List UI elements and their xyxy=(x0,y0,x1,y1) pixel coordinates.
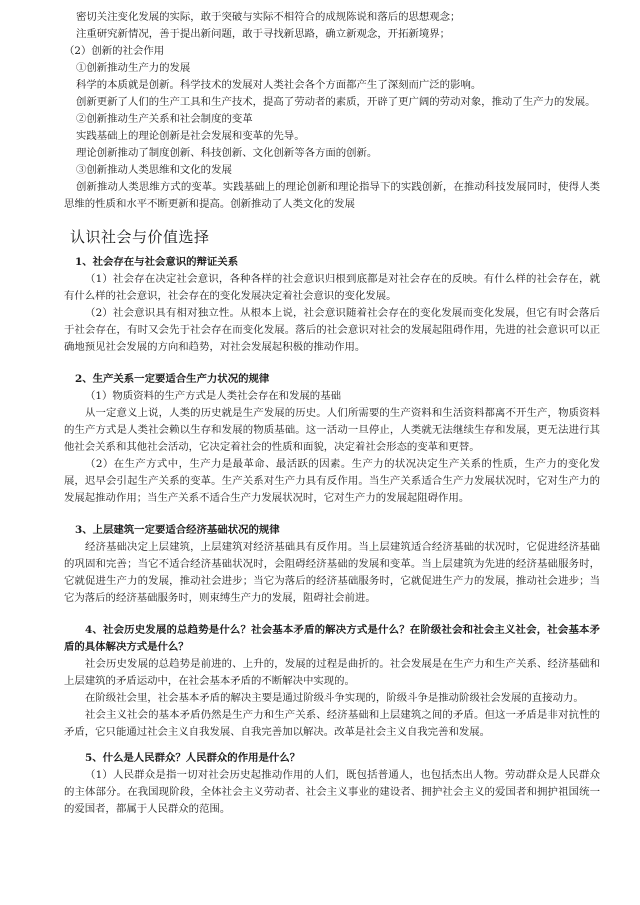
text-line: ①创新推动生产力的发展 xyxy=(76,62,191,74)
paragraph: 从一定意义上说，人类的历史就是生产发展的历史。人们所需要的生产资料和生活资料都离不开生产，物质资料的生产方式是人类社会赖以生存和发展的物质基础。这一活动一旦停止，人类就无法继续生存和发展，更无法进行其他社会关系和其他社会活动，它决定着社会的性质和面貌，决定着社会形态的变革和更替。 xyxy=(64,407,600,453)
subheading-line: （2）创新的社会作用 xyxy=(64,45,165,57)
text-line: 理论创新推动了制度创新、科技创新、文化创新等各方面的创新。 xyxy=(76,147,378,159)
text-line: 密切关注变化发展的实际，敢于突破与实际不相符合的成规陈说和落后的思想观念； xyxy=(76,11,461,23)
question-heading: 2、生产关系一定要适合生产力状况的规律 xyxy=(75,373,270,385)
spacer xyxy=(64,356,600,371)
question-5 xyxy=(64,750,600,818)
innovation-section xyxy=(64,9,600,213)
paragraph: （2）在生产方式中，生产力是最革命、最活跃的因素。生产力的状况决定生产关系的性质，生产力的变化发展，迟早会引起生产关系的变革。生产关系对生产力具有反作用。当生产关系适合生产力发展状况时，它对生产力的发展起推动作用；当生产关系不适合生产力发展状况时，它对生产力的发展起阻碍作用。 xyxy=(64,458,600,504)
section-title: 认识社会与价值选择 xyxy=(70,228,210,246)
question-2 xyxy=(64,371,600,507)
question-heading: 1、社会存在与社会意识的辩证关系 xyxy=(75,256,239,268)
paragraph: 社会历史发展的总趋势是前进的、上升的，发展的过程是曲折的。社会发展是在生产力和生产关系、经济基础和上层建筑的矛盾运动中，在社会基本矛盾的不断解决中实现的。 xyxy=(64,658,600,687)
paragraph: （1）人民群众是指一切对社会历史起推动作用的人们，既包括普通人，也包括杰出人物。劳动群众是人民群众的主体部分。在我国现阶段，全体社会主义劳动者、社会主义事业的建设者、拥护社会主义的爱国者和拥护祖国统一的爱国者，都属于人民群众的范围。 xyxy=(64,769,600,815)
text-line: 创新推动人类思维方式的变革。实践基础上的理论创新和理论指导下的实践创新，在推动科技发展同时，使得人类思维的性质和水平不断更新和提高。创新推动了人类文化的发展 xyxy=(64,181,600,210)
text-line: ③创新推动人类思维和文化的发展 xyxy=(76,164,232,176)
spacer xyxy=(64,507,600,522)
paragraph: （1）物质资料的生产方式是人类社会存在和发展的基础 xyxy=(85,390,341,402)
question-heading: 4、社会历史发展的总趋势是什么？社会基本矛盾的解决方式是什么？在阶级社会和社会主义社会，社会基本矛盾的具体解决方式是什么？ xyxy=(64,624,600,653)
text-line: 科学的本质就是创新。科学技术的发展对人类社会各个方面都产生了深刻而广泛的影响。 xyxy=(76,79,482,91)
question-4 xyxy=(64,622,600,741)
paragraph: （2）社会意识具有相对独立性。从根本上说，社会意识随着社会存在的变化发展而变化发展，但它有时会落后于社会存在，有时又会先于社会存在而变化发展。落后的社会意识对社会的发展起阻碍作用，先进的社会意识可以正确地预见社会发展的方向和趋势，对社会发展起积极的推动作用。 xyxy=(64,307,600,353)
question-heading: 3、上层建筑一定要适合经济基础状况的规律 xyxy=(75,524,280,536)
question-3 xyxy=(64,522,600,607)
question-heading: 5、什么是人民群众？人民群众的作用是什么？ xyxy=(85,752,301,764)
spacer xyxy=(64,607,600,622)
paragraph: （1）社会存在决定社会意识，各种各样的社会意识归根到底都是对社会存在的反映。有什么样的社会存在，就有什么样的社会意识，社会存在的变化发展决定着社会意识的变化发展。 xyxy=(64,273,600,302)
text-line: 创新更新了人们的生产工具和生产技术，提高了劳动者的素质，开辟了更广阔的劳动对象，推动了生产力的发展。 xyxy=(76,96,596,108)
spacer xyxy=(64,741,600,750)
paragraph: 在阶级社会里，社会基本矛盾的解决主要是通过阶级斗争实现的，阶级斗争是推动阶级社会发展的直接动力。 xyxy=(85,692,584,704)
paragraph: 社会主义社会的基本矛盾仍然是生产力和生产关系、经济基础和上层建筑之间的矛盾。但这一矛盾是非对抗性的矛盾，它只能通过社会主义自我发展、自我完善加以解决。改革是社会主义自我完善和发展。 xyxy=(64,709,600,738)
text-line: ②创新推动生产关系和社会制度的变革 xyxy=(76,113,253,125)
text-line: 实践基础上的理论创新是社会发展和变革的先导。 xyxy=(76,130,305,142)
question-1 xyxy=(64,254,600,356)
text-line: 注重研究新情况，善于提出新问题，敢于寻找新思路，确立新观念，开拓新境界； xyxy=(76,28,451,40)
paragraph: 经济基础决定上层建筑，上层建筑对经济基础具有反作用。当上层建筑适合经济基础的状况时，它促进经济基础的巩固和完善；当它不适合经济基础状况时，会阻碍经济基础的发展和变革。当上层建筑为先进的经济基础服务时，它就促进生产力的发展，推动社会进步；当它为落后的经济基础服务时，它就促进生产力的发展，推动社会进步；当它为落后的经济基础服务时，则束缚生产力的发展，阻碍社会前进。 xyxy=(64,541,600,604)
